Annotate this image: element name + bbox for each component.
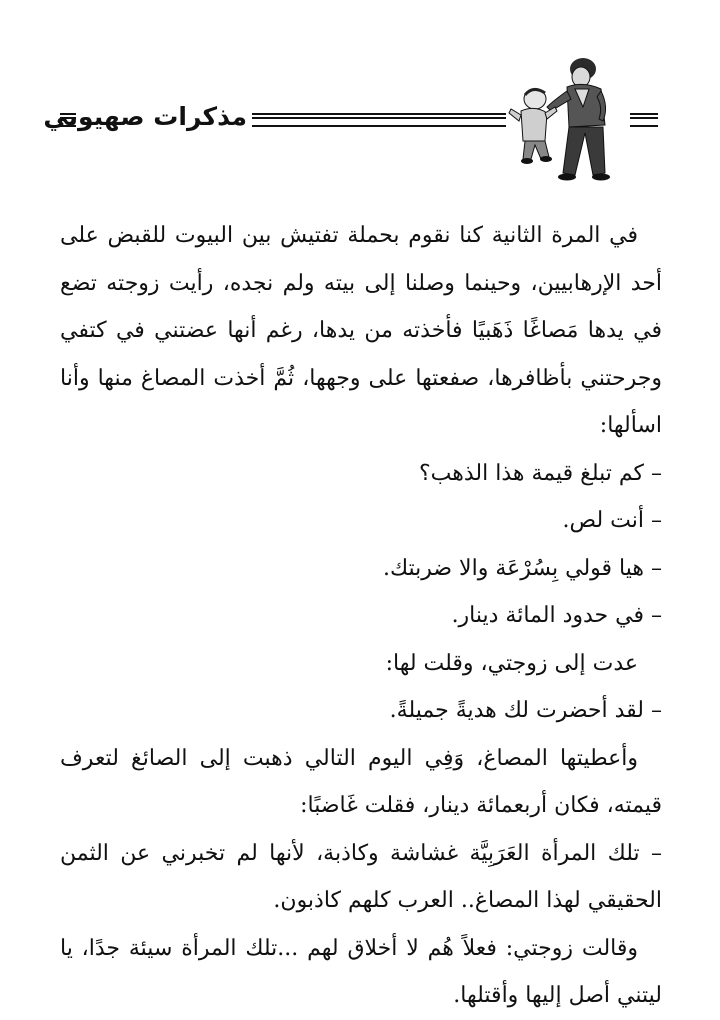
chapter-title: مذكرات صهيوني: [43, 102, 247, 131]
paragraph: في المرة الثانية كنا نقوم بحملة تفتيش بين البيوت للقبض على أحد الإرهابيين، وحينما وصلنا إلى بيته ولم نجده، رأيت زوجته تضع في يدها مَصاغًا ذَهَبيًا فأخذته من يدها، رغم أنها عضتني في كتفي وجرحتني بأظافرها، صفعتها على وجهها، ثُمَّ أخذت المصاغ منها وأنا اسألها:: [60, 223, 662, 438]
header-rule-right: [630, 113, 658, 127]
paragraph: وقالت زوجتي: فعلاً هُم لا أخلاق لهم ...تلك المرأة سيئة جدًا، يا ليتني أصل إليها وأقتلها.: [60, 935, 662, 1008]
dialogue-line: – أنت لص.: [562, 508, 662, 533]
header-rule-middle: [252, 113, 506, 127]
paragraph: وأعطيتها المصاغ، وَفِي اليوم التالي ذهبت إلى الصائغ لتعرف قيمته، فكان أربعمائة دينار، فقلت غَاضبًا:: [60, 745, 662, 818]
man-and-child-illustration: [505, 55, 635, 185]
dialogue-line: – كم تبلغ قيمة هذا الذهب؟: [418, 460, 662, 486]
dialogue-line: – لقد أحضرت لك هديةً جميلةً.: [389, 698, 662, 723]
dialogue-line: – تلك المرأة العَرَبِيَّة غشاشة وكاذبة، لأنها لم تخبرني عن الثمن الحقيقي لهذا المصاغ.. العرب كلهم كاذبون.: [60, 840, 662, 913]
paragraph: عدت إلى زوجتي، وقلت لها:: [385, 650, 638, 676]
page-header: [0, 55, 720, 205]
body-text: [60, 212, 662, 1020]
dialogue-line: – هيا قولي بِسُرْعَة والا ضربتك.: [382, 555, 662, 581]
dialogue-line: – في حدود المائة دينار.: [451, 603, 662, 628]
